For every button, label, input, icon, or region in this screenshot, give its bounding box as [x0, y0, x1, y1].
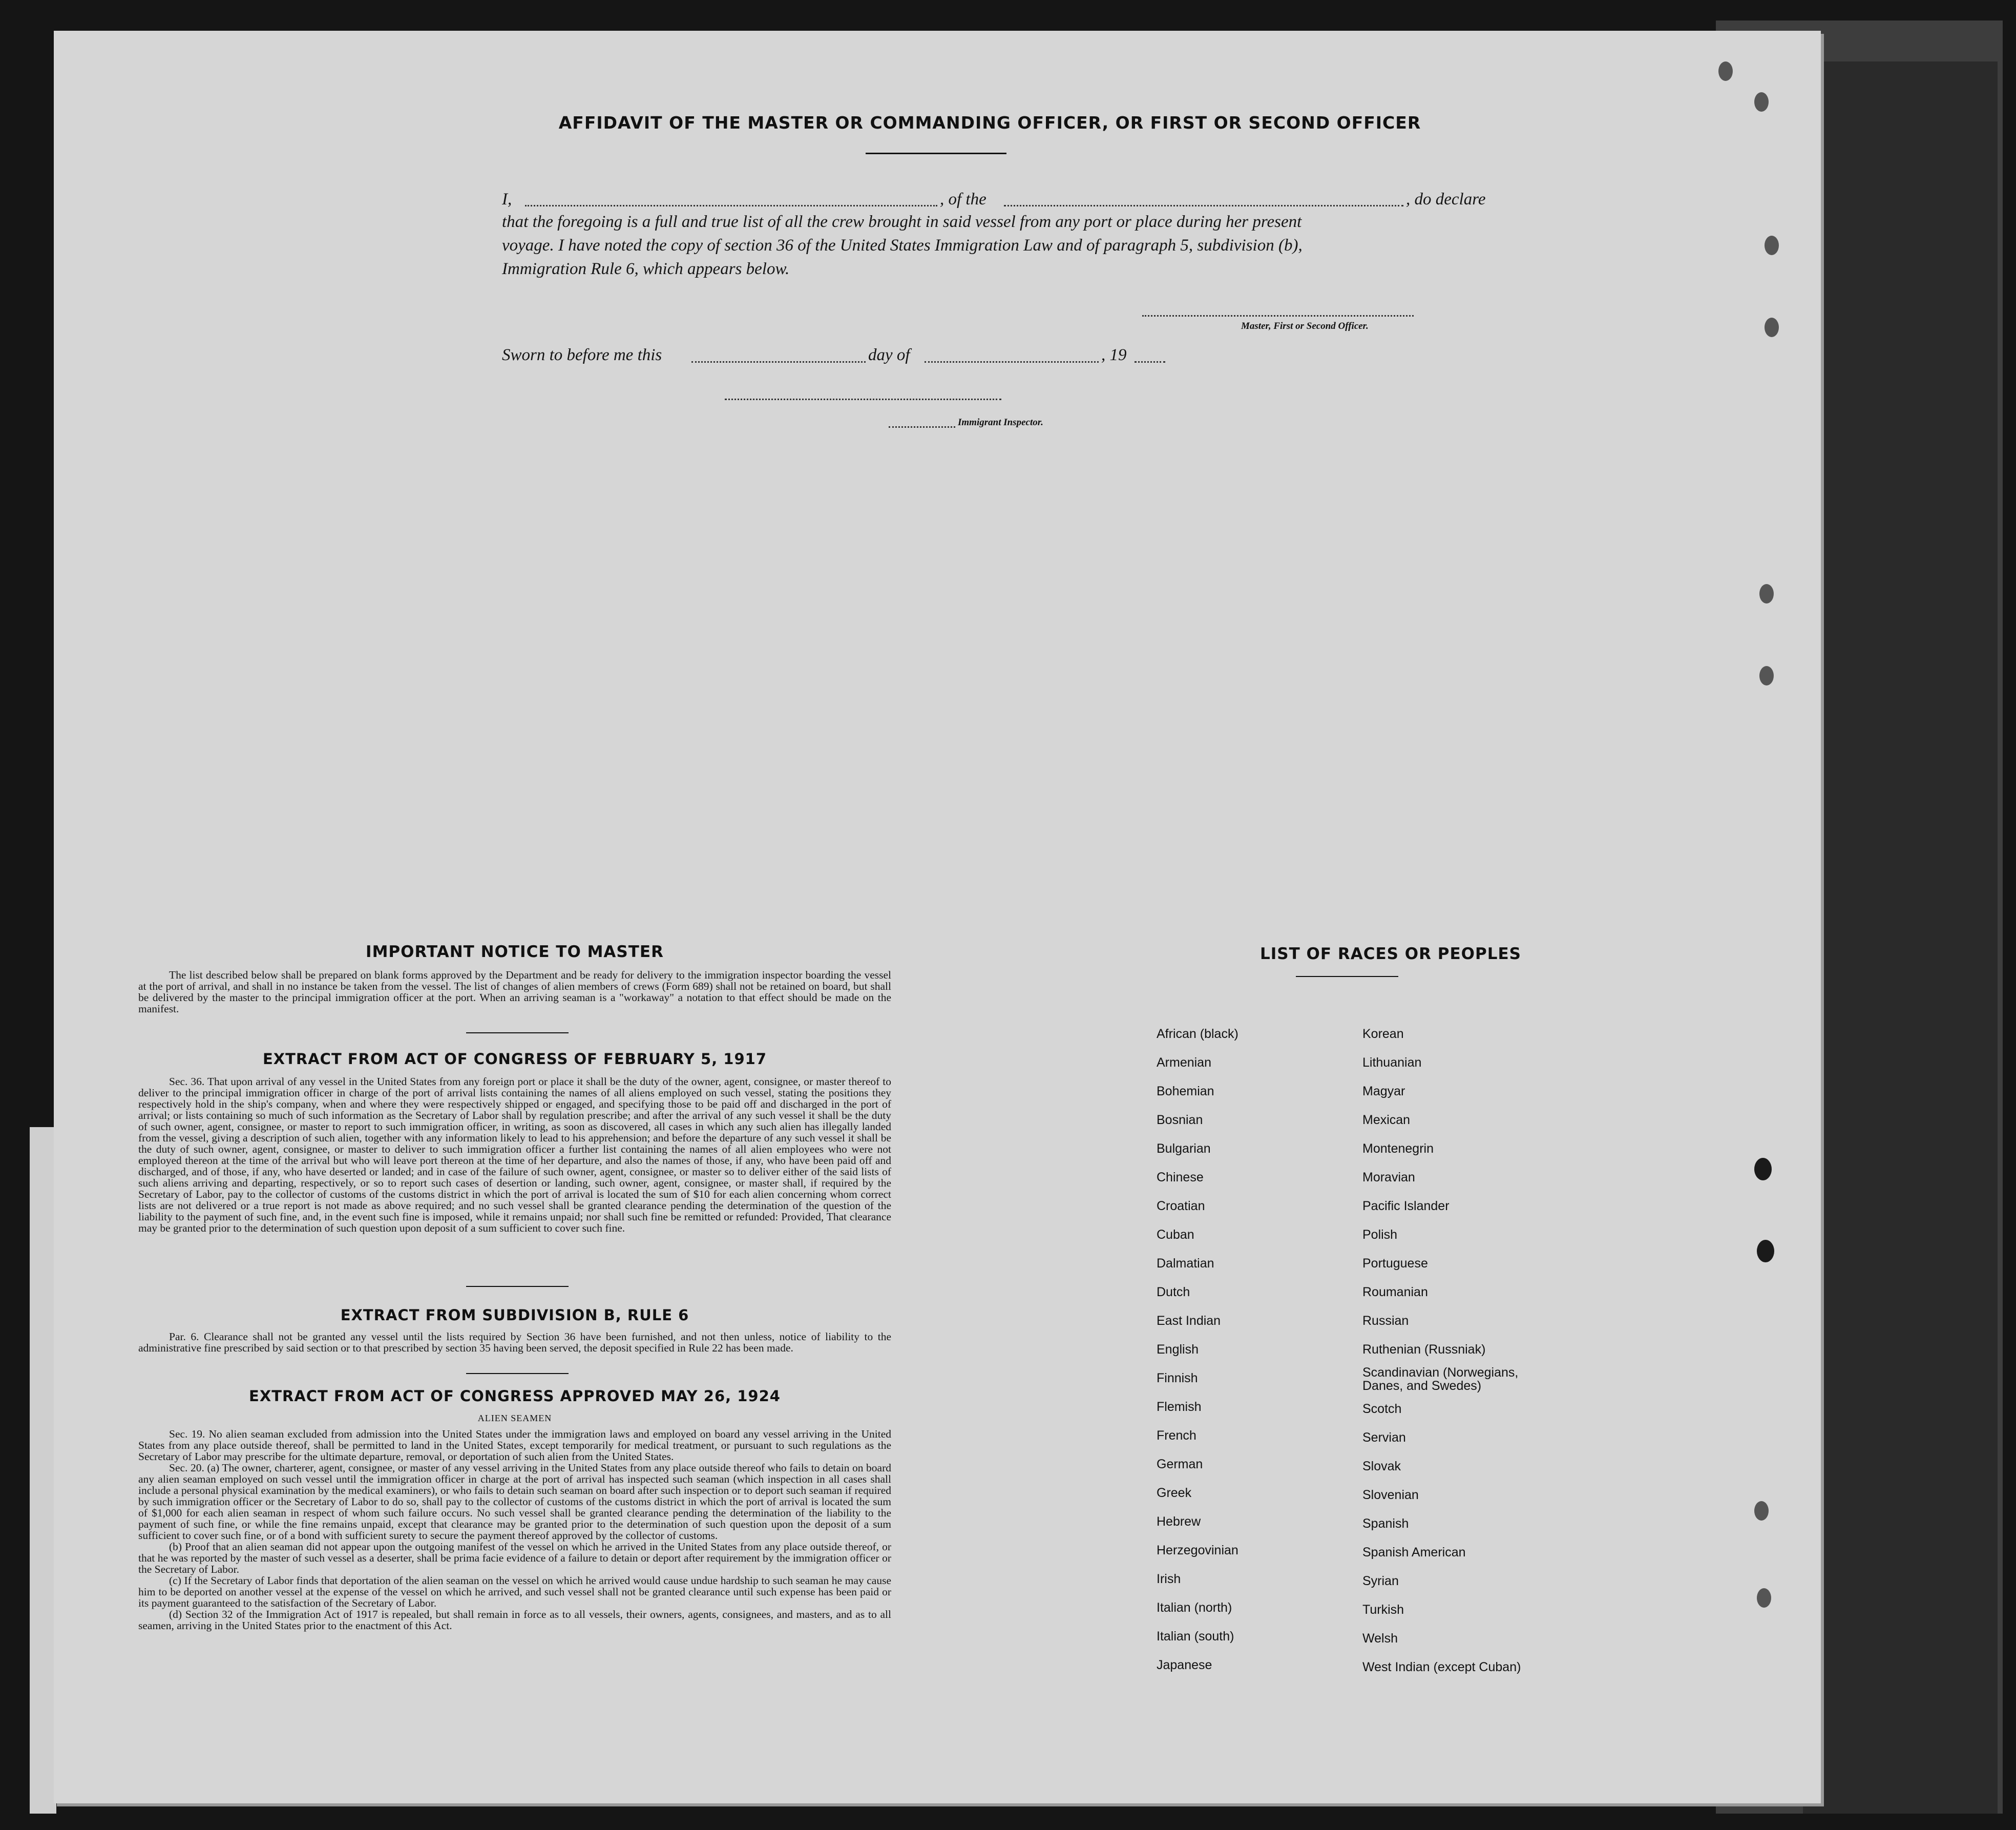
race-item: Greek — [1157, 1486, 1192, 1500]
race-item: Moravian — [1362, 1170, 1415, 1184]
race-item: Magyar — [1362, 1084, 1405, 1098]
extract-1924-text — [138, 1428, 891, 1631]
binder-hole-icon — [1765, 318, 1779, 337]
master-signature-label: Master, First or Second Officer. — [1241, 321, 1369, 331]
extract-1924-subtitle: ALIEN SEAMEN — [477, 1413, 552, 1423]
race-item: Bulgarian — [1157, 1141, 1211, 1156]
race-item: Cuban — [1157, 1228, 1194, 1242]
binder-hole-icon — [1718, 61, 1733, 81]
race-item: Welsh — [1362, 1631, 1398, 1646]
declarant-name-field[interactable] — [525, 205, 937, 206]
sworn-year-label: , 19 — [1101, 346, 1127, 364]
race-item: Bosnian — [1157, 1113, 1203, 1127]
race-item: Italian (south) — [1157, 1629, 1234, 1644]
section-divider — [466, 1286, 569, 1287]
race-item: East Indian — [1157, 1314, 1221, 1328]
declarant-prefix: I, — [502, 190, 512, 209]
races-right-column — [1362, 1020, 1557, 1681]
binder-hole-icon — [1759, 584, 1774, 604]
race-item: Spanish American — [1362, 1545, 1466, 1559]
underlying-page-edge — [30, 1127, 56, 1814]
race-item: Chinese — [1157, 1170, 1204, 1184]
sworn-prefix: Sworn to before me this — [502, 346, 662, 364]
extract-1924-paragraph: Sec. 19. No alien seaman excluded from admission into the United States under the immigration laws and employed on board any vessel arriving in the United States from any place outside thereof, shall be permitted to land in the United States, except temporarily for medical treatment, or pursuant to such regulations as the Secretary of Labor may prescribe for the ultimate departure, removal, or deportation of such alien from the United States. — [138, 1428, 891, 1463]
race-item: Bohemian — [1157, 1084, 1214, 1098]
sworn-day-of: day of — [868, 346, 910, 364]
race-item: Roumanian — [1362, 1285, 1428, 1299]
inspector-label: Immigrant Inspector. — [958, 417, 1043, 428]
race-item: Portuguese — [1362, 1256, 1428, 1271]
race-item: Syrian — [1362, 1574, 1399, 1588]
race-item: Japanese — [1157, 1658, 1212, 1672]
inspector-signature-field[interactable] — [725, 399, 1001, 400]
master-signature-field[interactable] — [1142, 315, 1414, 317]
race-item: Finnish — [1157, 1371, 1198, 1385]
of-the-label: , of the — [940, 190, 986, 209]
race-item: Herzegovinian — [1157, 1543, 1238, 1557]
race-item: Mexican — [1362, 1113, 1411, 1127]
race-item: Turkish — [1362, 1603, 1404, 1617]
affidavit-line-2: that the foregoing is a full and true list of all the crew brought in said vessel from any port or place during her present — [502, 213, 1302, 231]
sworn-year-field[interactable] — [1135, 361, 1165, 363]
notice-paragraph: The list described below shall be prepared on blank forms approved by the Department and be ready for delivery to the immigration inspector boarding the vessel at the port of arrival, and shall in no instance be taken from the vessel. The list of changes of alien members of crews (Form 689) shall not be retained on board, but shall be delivered by the master to the principal immigration officer at the port. When an arriving seaman is a "workaway" a notation to that effect should be made on the manifest. — [138, 969, 891, 1015]
race-item: Dutch — [1157, 1285, 1190, 1299]
background-sheet-shadow — [1803, 61, 1998, 1814]
binder-hole-icon — [1754, 92, 1769, 112]
race-item: Scandinavian (Norwegians, Danes, and Swedes) — [1362, 1365, 1519, 1393]
race-item: Hebrew — [1157, 1514, 1201, 1529]
extract-1924-paragraph: Sec. 20. (a) The owner, charterer, agent, consignee, or master of any vessel arriving in the United States from any place outside thereof who fails to detain on board any alien seaman employed on such vessel until the immigration officer in charge at the port of arrival has inspected such seaman (which inspection in all cases shall include a personal physical examination by the medical examiners), or who fails to detain such seaman on board after such inspection or to deport such seaman if required by such immigration officer or the Secretary of Labor to do so, shall pay to the collector of customs of the customs district in which the port of arrival is located the sum of $1,000 for each alien seaman in respect of whom such failure occurs. No such vessel shall be granted clearance pending the determination of the liability to the payment of such fine, or while the fine remains unpaid, except that clearance may be granted prior to the determination of such question upon the deposit of a sum sufficient to cover such fine, or of a bond with sufficient surety to secure the payment thereof approved by the collector of customs. — [138, 1462, 891, 1542]
race-item: Scotch — [1362, 1402, 1402, 1416]
race-item: Irish — [1157, 1572, 1181, 1586]
race-item: Dalmatian — [1157, 1256, 1214, 1271]
sworn-day-field[interactable] — [691, 361, 866, 363]
race-item: Servian — [1362, 1430, 1406, 1445]
races-title: LIST OF RACES OR PEOPLES — [1259, 945, 1522, 963]
binder-hole-icon — [1757, 1240, 1774, 1262]
race-item: Russian — [1362, 1314, 1409, 1328]
race-item: Lithuanian — [1362, 1055, 1422, 1070]
race-item: Armenian — [1157, 1055, 1211, 1070]
race-item: Korean — [1362, 1027, 1404, 1041]
binder-hole-icon — [1754, 1158, 1772, 1180]
races-left-column — [1157, 1020, 1238, 1679]
race-item: Polish — [1362, 1228, 1398, 1242]
extract-1917-paragraph: Sec. 36. That upon arrival of any vessel in the United States from any foreign port or place it shall be the duty of the owner, agent, consignee, or master thereof to deliver to the principal immigration officer in charge of the port of arrival lists containing the names of all aliens employed on such vessel, stating the positions they respectively hold in the ship's company, when and where they were respectively shipped or engaged, and specifying those to be paid off and discharged in the port of arrival; or lists containing so much of such information as the Secretary of Labor shall by regulation prescribe; and after the arrival of any such vessel it shall be the duty of such owner, agent, consignee, or master to report to such immigration officer, in writing, as soon as discovered, all cases in which any such alien has illegally landed from the vessel, giving a description of such alien, together with any information likely to lead to his apprehension; and before the departure of any such vessel it shall be the duty of such owner, agent, consignee, or master to deliver to such immigration officer a further list containing the names of all alien employees who were not employed thereon at the time of the arrival but who will leave port thereon at the time of her departure, and also the names of those, if any, who have been paid off and discharged, and of those, if any, who have deserted or landed; and in case of the failure of such owner, agent, consignee, or master so to deliver either of the said lists of such aliens arriving and departing, respectively, or so to report such cases of desertion or landing, such owner, agent, consignee, or master shall, if required by the Secretary of Labor, pay to the collector of customs of the customs district in which the port of arrival is located the sum of $10 for each alien concerning whom correct lists are not delivered or a true report is not made as above required; and no such vessel shall be granted clearance pending the determination of the question of the liability to the payment of such fine, and, in the event such fine is imposed, while it remains unpaid; nor shall such fine be remitted or refunded: Provided, That clearance may be granted prior to the determination of such question upon deposit of a sum sufficient to cover such fine. — [138, 1075, 891, 1234]
race-item: English — [1157, 1342, 1199, 1357]
binder-hole-icon — [1757, 1588, 1771, 1608]
race-item: African (black) — [1157, 1027, 1238, 1041]
extract-1924-title: EXTRACT FROM ACT OF CONGRESS APPROVED MAY 26, 1924 — [249, 1387, 781, 1405]
notice-title: IMPORTANT NOTICE TO MASTER — [366, 943, 664, 961]
race-item: Italian (north) — [1157, 1600, 1232, 1615]
race-item: French — [1157, 1428, 1196, 1443]
race-item: Slovak — [1362, 1459, 1401, 1473]
extract-rule6-text — [138, 1331, 891, 1354]
extract-1924-paragraph: (c) If the Secretary of Labor finds that deportation of the alien seaman on the vessel on which he arrived would cause undue hardship to such seaman he may cause him to be deported on another vessel at the expense of the vessel on which he arrived, and such vessel shall not be granted clearance until such expense has been paid or its payment guaranteed to the satisfaction of the Secretary of Labor. — [138, 1574, 891, 1609]
race-item: Slovenian — [1362, 1488, 1419, 1502]
affidavit-line-3: voyage. I have noted the copy of section 36 of the United States Immigration Law and of paragraph 5, subdivision (b), — [502, 236, 1303, 255]
affidavit-line-4: Immigration Rule 6, which appears below. — [502, 260, 790, 278]
inspector-label-lead — [889, 426, 955, 428]
section-divider — [466, 1373, 569, 1374]
extract-1917-title: EXTRACT FROM ACT OF CONGRESS OF FEBRUARY 5, 1917 — [262, 1050, 767, 1068]
race-item: West Indian (except Cuban) — [1362, 1660, 1521, 1674]
binder-hole-icon — [1754, 1501, 1769, 1521]
manifest-page — [54, 31, 1821, 1803]
race-item: Ruthenian (Russniak) — [1362, 1342, 1486, 1357]
sworn-month-field[interactable] — [925, 361, 1099, 363]
race-item: Flemish — [1157, 1400, 1202, 1414]
extract-rule6-paragraph: Par. 6. Clearance shall not be granted any vessel until the lists required by Section 36 have been furnished, and not then unless, notice of liability to the administrative fine prescribed by said section or to that prescribed by section 35 having been served, the deposit specified in Rule 22 has been made. — [138, 1330, 891, 1354]
extract-1924-paragraph: (d) Section 32 of the Immigration Act of 1917 is repealed, but shall remain in force as to all vessels, their owners, agents, consignees, and masters, and as to all seamen, arriving in the United States prior to the enactment of this Act. — [138, 1608, 891, 1632]
title-underline — [866, 153, 1006, 154]
race-item: Montenegrin — [1362, 1141, 1434, 1156]
vessel-name-field[interactable] — [1004, 205, 1403, 206]
affidavit-title: AFFIDAVIT OF THE MASTER OR COMMANDING OFFICER, OR FIRST OR SECOND OFFICER — [558, 113, 1421, 133]
race-item: Croatian — [1157, 1199, 1205, 1213]
race-item: Pacific Islander — [1362, 1199, 1450, 1213]
race-item: German — [1157, 1457, 1203, 1471]
extract-1924-paragraph: (b) Proof that an alien seaman did not appear upon the outgoing manifest of the vessel on which he arrived in the United States from any place outside thereof, or that he was reported by the master of such vessel as a deserter, shall be prima facie evidence of a failure to detain or deport after requirement by the immigration officer or the Secretary of Labor. — [138, 1541, 891, 1575]
notice-text — [138, 969, 891, 1014]
binder-hole-icon — [1759, 666, 1774, 685]
race-item: Spanish — [1362, 1516, 1409, 1531]
section-divider — [466, 1032, 569, 1033]
extract-1917-text — [138, 1076, 891, 1234]
extract-rule6-title: EXTRACT FROM SUBDIVISION B, RULE 6 — [340, 1306, 689, 1324]
binder-hole-icon — [1765, 236, 1779, 255]
races-title-underline — [1296, 976, 1398, 977]
do-declare-label: , do declare — [1406, 190, 1486, 209]
